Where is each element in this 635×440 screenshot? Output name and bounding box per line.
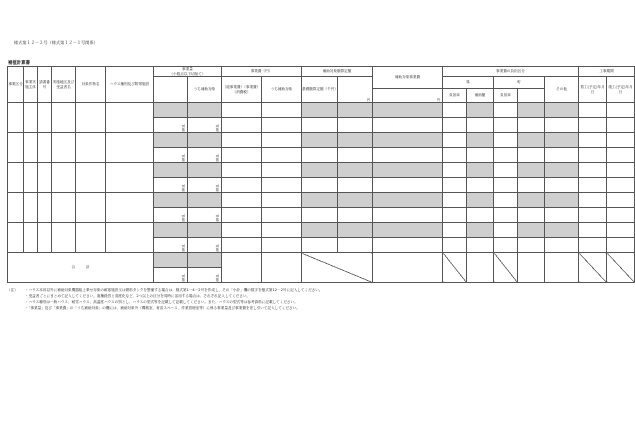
value-cell <box>518 193 545 208</box>
entry-cell <box>8 193 24 223</box>
value-cell <box>338 223 373 238</box>
total-other <box>545 253 579 283</box>
total-quantity-unit <box>154 268 188 283</box>
entry-cell <box>38 133 52 163</box>
table-row <box>8 193 635 208</box>
value-cell <box>338 133 373 148</box>
header-house-type: ハウス種別及び附帯施設 <box>106 67 154 103</box>
value-cell <box>222 103 262 118</box>
value-cell <box>338 208 373 223</box>
header-town-amount <box>518 89 545 103</box>
header-pref-amount: 補助額 <box>467 89 494 103</box>
value-cell <box>494 133 518 148</box>
header-crop: 対象作物名 <box>76 67 106 103</box>
value-cell <box>545 118 579 133</box>
value-cell <box>607 238 635 253</box>
quantity-sub-cell <box>188 103 222 118</box>
value-cell <box>467 178 494 193</box>
value-cell <box>545 133 579 148</box>
quantity-sub-unit-cell <box>188 208 222 223</box>
total-row <box>8 253 635 268</box>
value-cell <box>222 193 262 208</box>
entry-cell <box>38 193 52 223</box>
value-cell <box>222 178 262 193</box>
value-cell <box>373 148 443 163</box>
value-cell <box>262 163 302 178</box>
header-quantity <box>154 67 222 77</box>
entry-cell <box>76 193 106 223</box>
value-cell <box>545 193 579 208</box>
value-cell <box>262 103 302 118</box>
value-cell <box>518 178 545 193</box>
base-unit: 基 <box>181 247 185 252</box>
sqm-unit: ㎡ <box>181 243 185 248</box>
table-row <box>8 223 635 238</box>
value-cell <box>262 193 302 208</box>
value-cell <box>373 193 443 208</box>
value-cell <box>302 133 338 148</box>
value-cell <box>467 163 494 178</box>
value-cell <box>373 118 443 133</box>
entry-cell <box>38 223 52 253</box>
value-cell <box>302 193 338 208</box>
base-unit: 基 <box>181 127 185 132</box>
value-cell <box>373 223 443 238</box>
quantity-sub-cell <box>188 133 222 148</box>
value-cell <box>607 193 635 208</box>
value-cell <box>373 163 443 178</box>
note-item: ・受益者ごとにまとめて記入してください。複種経営と高度化など、2つ以上の区分を同時に活用する場合は、それぞれ記入してください。 <box>25 294 251 298</box>
base-unit: 基 <box>181 277 185 282</box>
entry-cell <box>8 163 24 193</box>
value-cell <box>518 148 545 163</box>
value-cell <box>338 103 373 118</box>
data-rows <box>8 103 635 253</box>
quantity-unit-cell <box>154 238 188 253</box>
value-cell <box>373 178 443 193</box>
header-cost-sub: うち補助対象 <box>262 77 302 103</box>
total-pref-rate-diag <box>443 253 467 283</box>
value-cell <box>518 133 545 148</box>
header-quantity-note: （小数点以下切捨て） <box>169 71 206 76</box>
value-cell <box>467 148 494 163</box>
header-end: 竣工(予定)年月日 <box>607 77 635 103</box>
value-cell <box>494 178 518 193</box>
value-cell <box>545 163 579 178</box>
header-subsidy-target-yen: 円 <box>373 89 443 103</box>
value-cell <box>607 223 635 238</box>
value-cell <box>302 148 338 163</box>
header-area: 事業区分 <box>8 67 24 103</box>
value-cell <box>443 223 467 238</box>
header-subsidy-basis-std: 基礎額算定額（千円） <box>302 77 338 103</box>
header-number: 請書番号 <box>38 67 52 103</box>
value-cell <box>607 148 635 163</box>
header-subsidy-target: 補助対象事業費 <box>373 67 443 89</box>
entry-cell <box>106 223 154 253</box>
value-cell <box>222 163 262 178</box>
value-cell <box>338 178 373 193</box>
header-quantity-label: 事業量 <box>182 67 193 72</box>
quantity-cell <box>154 133 188 148</box>
base-unit: 基 <box>215 277 219 282</box>
total-subsidy-target <box>373 253 443 283</box>
value-cell <box>262 118 302 133</box>
notes-lead: （注） <box>7 288 18 292</box>
total-quantity <box>154 253 188 268</box>
quantity-unit-cell <box>154 148 188 163</box>
value-cell <box>545 223 579 238</box>
quantity-sub-cell <box>188 223 222 238</box>
quantity-cell <box>154 223 188 238</box>
form-number: 様式第１２－２号（様式第１２－１号関係） <box>14 40 98 45</box>
value-cell <box>338 118 373 133</box>
value-cell <box>518 223 545 238</box>
header-quantity-total-blank <box>154 77 188 103</box>
value-cell <box>467 208 494 223</box>
base-unit: 基 <box>215 187 219 192</box>
header-cost-main: （総事業費）（事業費）（消費税） <box>222 77 262 103</box>
value-cell <box>579 118 607 133</box>
total-town-rate-diag <box>494 253 518 283</box>
header-location: 実施地区及び受益者名 <box>52 67 76 103</box>
value-cell <box>494 208 518 223</box>
value-cell <box>373 133 443 148</box>
value-cell <box>443 163 467 178</box>
value-cell <box>338 148 373 163</box>
value-cell <box>579 103 607 118</box>
value-cell <box>302 163 338 178</box>
note-item: ・「事業量」及び「事業費」の「うち補助対象」の欄には、補助対象外（機械室、育苗スペース、作業管理室等）に係る事業量及び事業費を差し引いて記入してください。 <box>25 306 300 310</box>
header-town-rate: 負担率 <box>494 89 518 103</box>
value-cell <box>518 118 545 133</box>
sqm-unit: ㎡ <box>215 273 219 278</box>
sqm-unit: ㎡ <box>181 153 185 158</box>
total-cost-sub <box>262 253 302 283</box>
entry-cell <box>106 163 154 193</box>
value-cell <box>545 178 579 193</box>
header-start: 着工(予定)年月日 <box>579 77 607 103</box>
total-quantity-sub-unit <box>188 268 222 283</box>
value-cell <box>262 148 302 163</box>
value-cell <box>545 148 579 163</box>
total-quantity-sub <box>188 253 222 268</box>
quantity-sub-unit-cell <box>188 148 222 163</box>
entry-cell <box>52 163 76 193</box>
value-cell <box>579 148 607 163</box>
value-cell <box>545 208 579 223</box>
value-cell <box>494 163 518 178</box>
value-cell <box>607 208 635 223</box>
entry-cell <box>76 103 106 133</box>
entry-cell <box>106 193 154 223</box>
entry-cell <box>24 223 38 253</box>
quantity-unit-cell <box>154 208 188 223</box>
header-town: 町 <box>494 77 545 89</box>
value-cell <box>518 103 545 118</box>
total-pref-amount <box>467 253 494 283</box>
value-cell <box>467 118 494 133</box>
value-cell <box>443 148 467 163</box>
table-row <box>8 103 635 118</box>
total-town-amount <box>518 253 545 283</box>
quantity-sub-cell <box>188 163 222 178</box>
entry-cell <box>24 163 38 193</box>
entry-cell <box>8 133 24 163</box>
notes <box>7 287 617 311</box>
value-cell <box>443 103 467 118</box>
value-cell <box>579 223 607 238</box>
value-cell <box>467 133 494 148</box>
value-cell <box>494 148 518 163</box>
entry-cell <box>76 133 106 163</box>
quantity-cell <box>154 163 188 178</box>
entry-cell <box>52 133 76 163</box>
value-cell <box>607 133 635 148</box>
total-cost <box>222 253 262 283</box>
value-cell <box>467 238 494 253</box>
header-yen-unit: 円 <box>338 77 373 103</box>
header-pref: 県 <box>443 77 494 89</box>
value-cell <box>222 148 262 163</box>
value-cell <box>607 118 635 133</box>
quantity-unit-cell <box>154 118 188 133</box>
header-quantity-sub: うち補助対象 <box>188 77 222 103</box>
value-cell <box>443 118 467 133</box>
value-cell <box>494 223 518 238</box>
document-title: 補植計算書 <box>8 61 30 66</box>
value-cell <box>467 103 494 118</box>
value-cell <box>579 238 607 253</box>
total-end-diag <box>607 253 635 283</box>
entry-cell <box>38 103 52 133</box>
value-cell <box>302 118 338 133</box>
entry-cell <box>76 163 106 193</box>
entry-cell <box>24 103 38 133</box>
table-row <box>8 163 635 178</box>
sqm-unit: ㎡ <box>215 183 219 188</box>
base-unit: 基 <box>181 217 185 222</box>
value-cell <box>443 238 467 253</box>
table-row <box>8 133 635 148</box>
note-item: ・ハウス本体以外に補助対象機器組上乗せ対象の耐寒施設又は燃料タンクを整備する場合は、様式第1－4－2号を作成し、その「小計」欄の数字を様式第12－2号に記入してください。 <box>25 288 323 292</box>
value-cell <box>579 133 607 148</box>
entry-cell <box>52 103 76 133</box>
value-cell <box>222 208 262 223</box>
value-cell <box>579 193 607 208</box>
sqm-unit: ㎡ <box>215 243 219 248</box>
value-cell <box>302 103 338 118</box>
value-cell <box>373 103 443 118</box>
value-cell <box>579 178 607 193</box>
value-cell <box>262 133 302 148</box>
value-cell <box>494 118 518 133</box>
entry-cell <box>106 103 154 133</box>
value-cell <box>302 208 338 223</box>
entry-cell <box>52 223 76 253</box>
quantity-sub-unit-cell <box>188 238 222 253</box>
value-cell <box>545 103 579 118</box>
value-cell <box>302 238 338 253</box>
sqm-unit: ㎡ <box>215 213 219 218</box>
value-cell <box>494 193 518 208</box>
base-unit: 基 <box>215 247 219 252</box>
header-other: その他 <box>545 77 579 103</box>
value-cell <box>579 208 607 223</box>
value-cell <box>302 178 338 193</box>
value-cell <box>222 238 262 253</box>
value-cell <box>443 178 467 193</box>
total-label: 合 計 <box>8 253 154 283</box>
entry-cell <box>24 133 38 163</box>
header-period: 工事期間 <box>579 67 635 77</box>
value-cell <box>262 223 302 238</box>
value-cell <box>338 193 373 208</box>
quantity-sub-unit-cell <box>188 178 222 193</box>
value-cell <box>443 193 467 208</box>
value-cell <box>579 163 607 178</box>
value-cell <box>467 223 494 238</box>
base-unit: 基 <box>215 157 219 162</box>
calculation-table <box>7 66 635 283</box>
value-cell <box>302 223 338 238</box>
quantity-unit-cell <box>154 178 188 193</box>
entry-cell <box>24 193 38 223</box>
sqm-unit: ㎡ <box>181 273 185 278</box>
entry-cell <box>38 163 52 193</box>
value-cell <box>373 238 443 253</box>
value-cell <box>443 133 467 148</box>
quantity-cell <box>154 193 188 208</box>
header-pref-rate: 負担率 <box>443 89 467 103</box>
value-cell <box>338 238 373 253</box>
quantity-sub-cell <box>188 193 222 208</box>
entry-cell <box>76 223 106 253</box>
value-cell <box>262 178 302 193</box>
value-cell <box>607 163 635 178</box>
value-cell <box>518 238 545 253</box>
value-cell <box>494 238 518 253</box>
sqm-unit: ㎡ <box>215 123 219 128</box>
total-diagonal-cell <box>302 253 373 283</box>
sqm-unit: ㎡ <box>215 153 219 158</box>
value-cell <box>443 208 467 223</box>
entry-cell <box>106 133 154 163</box>
value-cell <box>494 103 518 118</box>
sqm-unit: ㎡ <box>181 183 185 188</box>
value-cell <box>222 118 262 133</box>
sqm-unit: ㎡ <box>181 213 185 218</box>
quantity-sub-unit-cell <box>188 118 222 133</box>
value-cell <box>518 208 545 223</box>
sqm-unit: ㎡ <box>181 123 185 128</box>
total-start-diag <box>579 253 607 283</box>
value-cell <box>262 208 302 223</box>
value-cell <box>222 223 262 238</box>
value-cell <box>518 163 545 178</box>
value-cell <box>607 178 635 193</box>
value-cell <box>262 238 302 253</box>
base-unit: 基 <box>181 187 185 192</box>
value-cell <box>607 103 635 118</box>
value-cell <box>545 238 579 253</box>
note-item: ・ハウス種別は一般ハウス、耐雪ハウス、高温度ハウスの別とし、ハウスの型式等を記載して記載してください。また、ハウスの型式等は参考資料に記載してください。 <box>25 300 298 304</box>
value-cell <box>467 193 494 208</box>
base-unit: 基 <box>181 157 185 162</box>
quantity-cell <box>154 103 188 118</box>
entry-cell <box>52 193 76 223</box>
header-subsidy-basis: 補助対象額算定額 <box>302 67 373 77</box>
entry-cell <box>8 223 24 253</box>
value-cell <box>222 133 262 148</box>
header-cost: 事業費（円） <box>222 67 302 77</box>
total-rows <box>8 253 635 283</box>
value-cell <box>338 163 373 178</box>
value-cell <box>373 208 443 223</box>
header-burden: 事業費の負担区分 <box>443 67 579 77</box>
header-implementer: 事業実施主体 <box>24 67 38 103</box>
entry-cell <box>8 103 24 133</box>
base-unit: 基 <box>215 127 219 132</box>
base-unit: 基 <box>215 217 219 222</box>
